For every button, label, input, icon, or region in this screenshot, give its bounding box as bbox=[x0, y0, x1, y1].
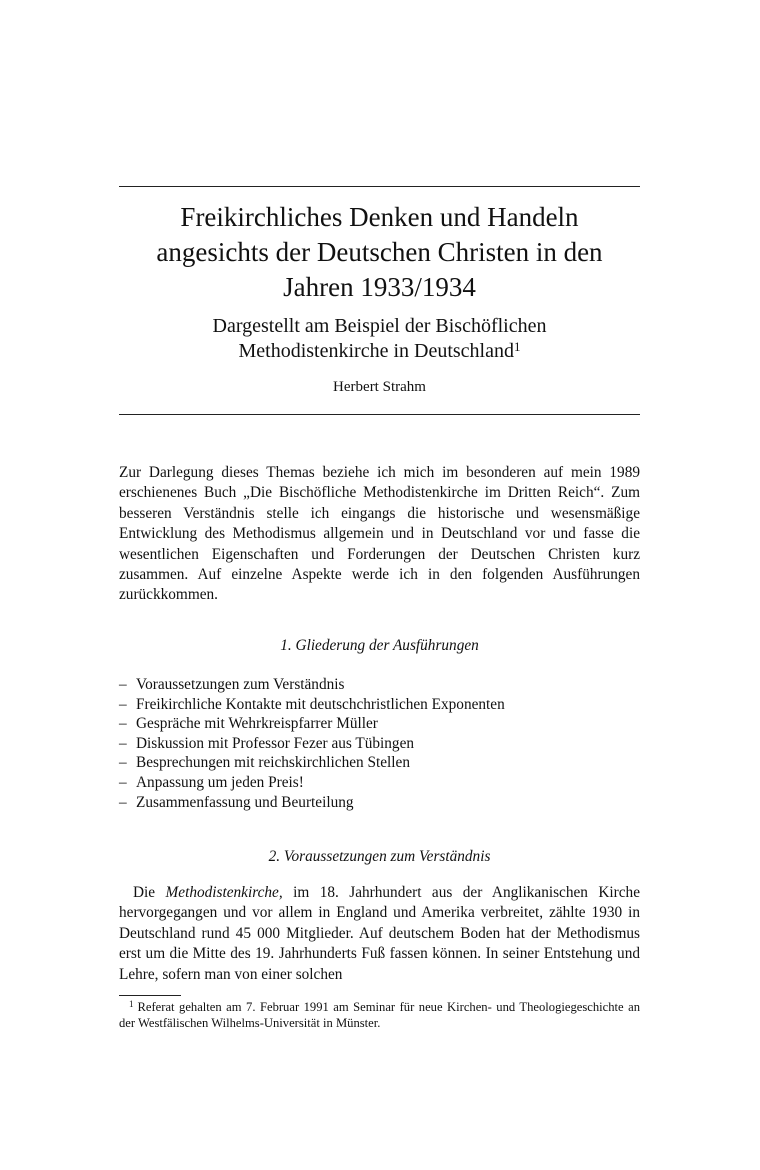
list-item: – Freikirchliche Kontakte mit deutschchristlichen Exponenten bbox=[119, 695, 640, 715]
title-line-1: Freikirchliches Denken und Handeln bbox=[180, 202, 579, 232]
emphasized-term: Methodistenkirche, bbox=[165, 884, 283, 901]
list-item: – Besprechungen mit reichskirchlichen Stellen bbox=[119, 753, 640, 773]
list-item: – Voraussetzungen zum Verständnis bbox=[119, 675, 640, 695]
list-item: – Zusammenfassung und Beurteilung bbox=[119, 793, 640, 813]
paragraph-start: Die bbox=[133, 884, 166, 901]
paragraph-rest: im 18. Jahrhundert aus der Anglikanischen Kirche hervorgegangen und vor allem in England und Amerika verbreitet, zählte 1930 in Deutschland rund 45 000 Mitglieder. Auf deutschem Boden hat der Methodismus erst um die Mitte des 19. Jahrhunderts Fuß fassen können. In seiner Entstehung und Lehre, sofern man von einer solchen bbox=[119, 884, 640, 983]
footnote-reference: 1 bbox=[514, 339, 521, 354]
article-title bbox=[119, 200, 640, 305]
footnote-mark: 1 bbox=[129, 999, 134, 1009]
author-name: Herbert Strahm bbox=[333, 379, 426, 395]
header-bottom-rule bbox=[119, 414, 640, 415]
list-item: – Anpassung um jeden Preis! bbox=[119, 773, 640, 793]
section-2-paragraph bbox=[119, 883, 640, 985]
list-item: – Gespräche mit Wehrkreispfarrer Müller bbox=[119, 714, 640, 734]
outline-list bbox=[119, 675, 640, 812]
footnote-text: Referat gehalten am 7. Februar 1991 am Seminar für neue Kirchen- und Theologiegeschichte an der Westfälischen Wilhelms-Universität in Münster. bbox=[119, 1000, 640, 1030]
article-subtitle bbox=[119, 314, 640, 364]
list-item: – Diskussion mit Professor Fezer aus Tübingen bbox=[119, 734, 640, 754]
intro-paragraph: Zur Darlegung dieses Themas beziehe ich mich im besonderen auf mein 1989 erschienenes Buch „Die Bischöfliche Methodistenkirche im Dritten Reich“. Zum besseren Verständnis stelle ich eingangs die historische und wesensmäßige Entwicklung des Methodismus allgemein und in Deutschland vor und fasse die wesentlichen Eigenschaften und Forderungen der Deutschen Christen kurz zusammen. Auf einzelne Aspekte werde ich in den folgenden Ausführungen zurückkommen. bbox=[119, 464, 640, 604]
section-2-heading: 2. Voraussetzungen zum Verständnis bbox=[268, 848, 491, 865]
footnote bbox=[119, 999, 640, 1031]
top-rule bbox=[119, 186, 640, 187]
subtitle-line-1: Dargestellt am Beispiel der Bischöflichen bbox=[212, 315, 547, 337]
footnote-separator bbox=[119, 995, 181, 996]
title-line-2: angesichts der Deutschen Christen in den bbox=[156, 237, 603, 267]
section-1-heading: 1. Gliederung der Ausführungen bbox=[280, 637, 479, 654]
subtitle-line-2: Methodistenkirche in Deutschland bbox=[238, 340, 514, 362]
title-line-3: Jahren 1933/1934 bbox=[283, 272, 476, 302]
